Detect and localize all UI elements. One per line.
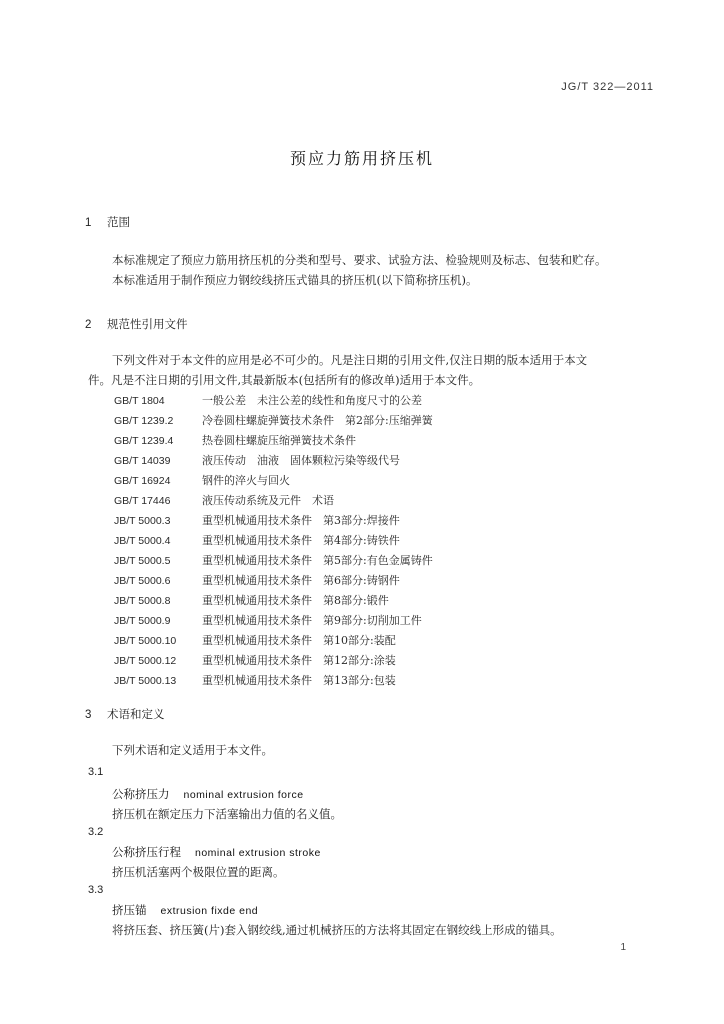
reference-title: 热卷圆柱螺旋压缩弹簧技术条件 — [202, 434, 356, 447]
reference-item — [114, 472, 290, 488]
page-title: 预应力筋用挤压机 — [289, 149, 434, 168]
reference-item — [114, 432, 356, 448]
section-1-paragraph-2: 本标准适用于制作预应力钢绞线挤压式锚具的挤压机(以下简称挤压机)。 — [112, 273, 478, 287]
reference-item — [114, 612, 422, 628]
reference-item — [114, 672, 396, 688]
reference-code: JB/T 5000.6 — [114, 575, 171, 587]
reference-code: GB/T 1804 — [114, 395, 165, 407]
reference-title: 重型机械通用技术条件 第12部分:涂装 — [202, 654, 396, 667]
term-definition: 挤压机活塞两个极限位置的距离。 — [112, 865, 285, 879]
page-number: 1 — [620, 942, 626, 953]
section-3-heading — [85, 706, 165, 722]
term-definition: 将挤压套、挤压簧(片)套入钢绞线,通过机械挤压的方法将其固定在钢绞线上形成的锚具。 — [112, 923, 562, 937]
section-2-intro-line-1: 下列文件对于本文件的应用是必不可少的。凡是注日期的引用文件,仅注日期的版本适用于本文 — [112, 353, 588, 367]
reference-code: JB/T 5000.3 — [114, 515, 171, 527]
reference-code: GB/T 1239.2 — [114, 415, 174, 427]
term-heading — [112, 786, 304, 802]
reference-item — [114, 652, 396, 668]
reference-code: GB/T 17446 — [114, 495, 171, 507]
section-title: 规范性引用文件 — [107, 317, 188, 331]
reference-code: JB/T 5000.9 — [114, 615, 171, 627]
reference-item — [114, 512, 400, 528]
term-definition: 挤压机在额定压力下活塞输出力值的名义值。 — [112, 807, 342, 821]
section-number: 3 — [85, 709, 92, 721]
reference-title: 液压传动系统及元件 术语 — [202, 494, 334, 507]
reference-title: 一般公差 未注公差的线性和角度尺寸的公差 — [202, 394, 422, 407]
reference-item — [114, 532, 400, 548]
section-number: 1 — [85, 217, 92, 229]
section-title: 范围 — [107, 215, 130, 229]
term-english: nominal extrusion stroke — [195, 847, 321, 859]
term-chinese: 公称挤压力 — [112, 787, 170, 801]
reference-title: 重型机械通用技术条件 第4部分:铸铁件 — [202, 534, 400, 547]
section-2-intro-line-2: 件。凡是不注日期的引用文件,其最新版本(包括所有的修改单)适用于本文件。 — [88, 373, 481, 387]
section-3-intro: 下列术语和定义适用于本文件。 — [112, 743, 273, 757]
reference-title: 重型机械通用技术条件 第9部分:切削加工件 — [202, 614, 422, 627]
reference-item — [114, 592, 389, 608]
reference-title: 重型机械通用技术条件 第8部分:锻件 — [202, 594, 389, 607]
reference-title: 重型机械通用技术条件 第6部分:铸钢件 — [202, 574, 400, 587]
section-1-heading — [85, 214, 130, 230]
reference-item — [114, 452, 400, 468]
reference-code: JB/T 5000.5 — [114, 555, 171, 567]
section-title: 术语和定义 — [107, 707, 165, 721]
reference-code: JB/T 5000.13 — [114, 675, 177, 687]
term-heading — [112, 902, 258, 918]
reference-code: JB/T 5000.12 — [114, 655, 177, 667]
reference-title: 重型机械通用技术条件 第13部分:包装 — [202, 674, 396, 687]
reference-code: GB/T 16924 — [114, 475, 171, 487]
reference-code: JB/T 5000.4 — [114, 535, 171, 547]
reference-code: JB/T 5000.8 — [114, 595, 171, 607]
section-number: 2 — [85, 319, 92, 331]
reference-title: 重型机械通用技术条件 第3部分:焊接件 — [202, 514, 400, 527]
reference-code: GB/T 1239.4 — [114, 435, 174, 447]
reference-item — [114, 552, 433, 568]
reference-item — [114, 412, 433, 428]
term-english: extrusion fixde end — [160, 905, 259, 917]
term-number: 3.1 — [88, 766, 104, 778]
standard-code: JG/T 322—2011 — [561, 81, 654, 93]
term-english: nominal extrusion force — [183, 789, 304, 801]
term-chinese: 公称挤压行程 — [112, 845, 181, 859]
reference-title: 冷卷圆柱螺旋弹簧技术条件 第2部分:压缩弹簧 — [202, 414, 433, 427]
reference-item — [114, 392, 422, 408]
reference-title: 重型机械通用技术条件 第10部分:装配 — [202, 634, 396, 647]
term-heading — [112, 844, 321, 860]
reference-code: GB/T 14039 — [114, 455, 171, 467]
reference-item — [114, 572, 400, 588]
term-chinese: 挤压锚 — [112, 903, 147, 917]
term-number: 3.2 — [88, 826, 104, 838]
reference-item — [114, 632, 396, 648]
reference-title: 钢件的淬火与回火 — [202, 474, 290, 487]
reference-title: 重型机械通用技术条件 第5部分:有色金属铸件 — [202, 554, 433, 567]
reference-item — [114, 492, 334, 508]
section-2-heading — [85, 316, 188, 332]
reference-title: 液压传动 油液 固体颗粒污染等级代号 — [202, 454, 400, 467]
section-1-paragraph-1: 本标准规定了预应力筋用挤压机的分类和型号、要求、试验方法、检验规则及标志、包装和贮存。 — [112, 253, 607, 267]
term-number: 3.3 — [88, 884, 104, 896]
reference-code: JB/T 5000.10 — [114, 635, 177, 647]
